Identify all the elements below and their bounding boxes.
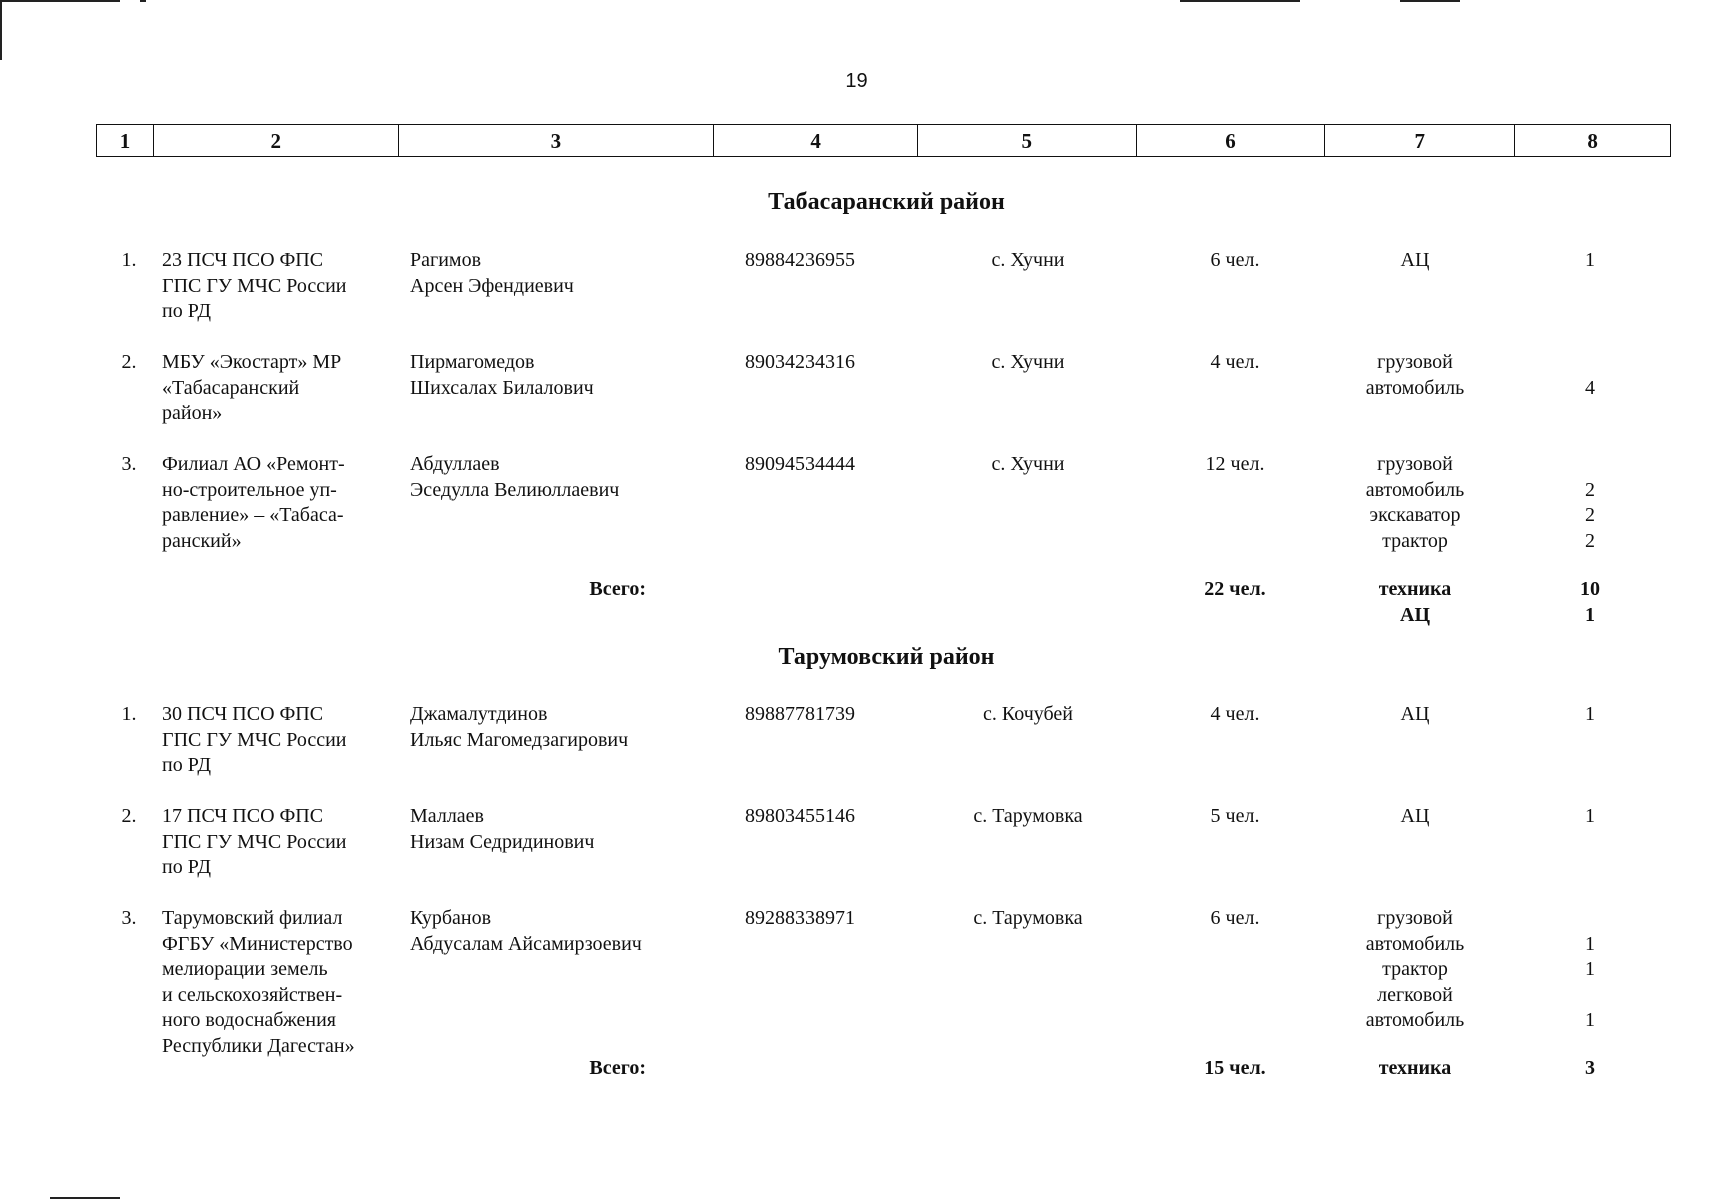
equipment-list — [1330, 452, 1500, 554]
equipment-line: АЦ — [1400, 805, 1430, 827]
phone-number: 89884236955 — [745, 249, 855, 271]
row-number: 3. — [121, 907, 137, 929]
count-line: 2 — [1585, 504, 1595, 526]
person-line: Низам Седридинович — [410, 830, 595, 853]
organization-line: ФГБУ «Министерство — [162, 932, 353, 955]
count-line — [1560, 906, 1620, 932]
total-equipment-counts — [1560, 577, 1620, 628]
phone-number: 89094534444 — [745, 453, 855, 475]
organization-line: ранский» — [162, 529, 242, 552]
location: с. Кочубей — [983, 703, 1073, 725]
staff-count: 6 чел. — [1210, 907, 1260, 929]
phone-number: 89887781739 — [745, 703, 855, 725]
district-title: Табасаранский район — [768, 189, 1005, 215]
equipment-line: автомобиль — [1365, 1009, 1465, 1031]
staff-count: 5 чел. — [1210, 805, 1260, 827]
person-line: Рагимов — [410, 249, 482, 271]
scan-edge-mark — [1400, 0, 1460, 2]
organization-line: «Табасаранский — [162, 376, 300, 399]
equipment-counts — [1560, 350, 1620, 401]
page-number: 19 — [845, 70, 868, 92]
phone-number: 89288338971 — [745, 907, 855, 929]
organization-name — [162, 350, 390, 427]
organization-line: 17 ПСЧ ПСО ФПС — [162, 805, 324, 827]
organization-line: Филиал АО «Ремонт- — [162, 453, 345, 475]
responsible-person — [410, 906, 740, 957]
equipment-line: экскаватор — [1369, 504, 1461, 526]
column-number-4: 4 — [713, 125, 917, 156]
person-line: Маллаев — [410, 805, 484, 827]
organization-name — [162, 702, 390, 779]
organization-line: равление» – «Табаса- — [162, 504, 344, 526]
column-number-5: 5 — [917, 125, 1136, 156]
equipment-list — [1330, 702, 1500, 728]
column-number-7: 7 — [1324, 125, 1514, 156]
equipment-counts — [1560, 906, 1620, 1034]
organization-name — [162, 804, 390, 881]
organization-name — [162, 452, 390, 554]
responsible-person — [410, 452, 740, 503]
count-line: 4 — [1585, 376, 1595, 399]
organization-line: по РД — [162, 754, 211, 776]
equipment-line: грузовой — [1377, 907, 1453, 929]
total-staff: 22 чел. — [1204, 578, 1266, 600]
column-number-3: 3 — [398, 125, 714, 156]
organization-line: но-строительное уп- — [162, 478, 337, 501]
organization-line: район» — [162, 402, 223, 424]
count-line: 2 — [1585, 529, 1595, 552]
organization-line: ГПС ГУ МЧС России — [162, 728, 347, 751]
organization-line: по РД — [162, 856, 211, 878]
equipment-counts — [1560, 248, 1620, 274]
total-equipment-list — [1330, 1056, 1500, 1082]
person-line: Пирмагомедов — [410, 351, 535, 373]
scan-edge-mark — [50, 1197, 120, 1199]
count-line: 1 — [1585, 805, 1595, 827]
total-label: Всего: — [589, 1057, 646, 1079]
scan-edge-mark — [1180, 0, 1300, 2]
location: с. Хучни — [991, 249, 1065, 271]
scan-edge-mark — [0, 0, 2, 60]
organization-line: ГПС ГУ МЧС России — [162, 274, 347, 297]
scan-edge-mark — [0, 0, 120, 2]
equipment-line: АЦ — [1400, 249, 1430, 271]
person-line: Эседулла Велиюллаевич — [410, 478, 620, 501]
organization-line: по РД — [162, 300, 211, 322]
location: с. Хучни — [991, 351, 1065, 373]
person-line: Ильяс Магомедзагирович — [410, 728, 629, 751]
responsible-person — [410, 350, 740, 401]
equipment-line: трактор — [1382, 958, 1448, 980]
organization-line: 30 ПСЧ ПСО ФПС — [162, 703, 324, 725]
count-line: 3 — [1585, 1057, 1595, 1079]
equipment-line: легковой — [1377, 983, 1453, 1006]
count-line: 1 — [1585, 932, 1595, 955]
location: с. Тарумовка — [973, 907, 1083, 929]
count-line: 10 — [1580, 578, 1600, 600]
column-number-1: 1 — [119, 129, 131, 153]
organization-line: Тарумовский филиал — [162, 907, 343, 929]
location: с. Хучни — [991, 453, 1065, 475]
row-number: 2. — [121, 805, 137, 827]
count-line — [1560, 350, 1620, 376]
organization-line: ного водоснабжения — [162, 1009, 336, 1031]
equipment-line: техника — [1378, 1057, 1452, 1079]
organization-name — [162, 248, 390, 325]
responsible-person — [410, 248, 740, 299]
column-number-8: 8 — [1514, 125, 1670, 156]
equipment-list — [1330, 350, 1500, 401]
staff-count: 12 чел. — [1205, 453, 1265, 475]
scan-edge-mark — [140, 0, 146, 2]
equipment-counts — [1560, 804, 1620, 830]
equipment-line: грузовой — [1377, 453, 1453, 475]
count-line: 1 — [1585, 249, 1595, 271]
count-line: 1 — [1585, 703, 1595, 725]
person-line: Шихсалах Билалович — [410, 376, 594, 399]
column-number-6: 6 — [1136, 125, 1325, 156]
organization-line: Республики Дагестан» — [162, 1034, 355, 1057]
total-equipment-counts — [1560, 1056, 1620, 1082]
equipment-list — [1330, 248, 1500, 274]
count-line: 1 — [1585, 958, 1595, 980]
organization-line: мелиорации земель — [162, 958, 328, 980]
organization-line: и сельскохозяйствен- — [162, 983, 343, 1006]
total-staff: 15 чел. — [1204, 1057, 1266, 1079]
row-number: 1. — [121, 703, 137, 725]
row-number: 2. — [121, 351, 137, 373]
count-line: 1 — [1585, 603, 1595, 626]
equipment-line: АЦ — [1400, 603, 1430, 626]
phone-number: 89034234316 — [745, 351, 855, 373]
count-line — [1560, 452, 1620, 478]
equipment-line: автомобиль — [1365, 478, 1465, 501]
person-line: Абдусалам Айсамирзоевич — [410, 932, 642, 955]
responsible-person — [410, 702, 740, 753]
count-line: 1 — [1585, 1009, 1595, 1031]
equipment-line: автомобиль — [1365, 376, 1465, 399]
person-line: Курбанов — [410, 907, 492, 929]
staff-count: 6 чел. — [1210, 249, 1260, 271]
column-number-2: 2 — [153, 125, 398, 156]
person-line: Арсен Эфендиевич — [410, 274, 574, 297]
equipment-line: грузовой — [1377, 351, 1453, 373]
equipment-counts — [1560, 452, 1620, 554]
total-label: Всего: — [589, 578, 646, 600]
staff-count: 4 чел. — [1210, 351, 1260, 373]
row-number: 1. — [121, 249, 137, 271]
equipment-list — [1330, 804, 1500, 830]
person-line: Абдуллаев — [410, 453, 500, 475]
equipment-counts — [1560, 702, 1620, 728]
phone-number: 89803455146 — [745, 805, 855, 827]
total-equipment-list — [1330, 577, 1500, 628]
count-line — [1560, 983, 1620, 1009]
responsible-person — [410, 804, 740, 855]
equipment-line: трактор — [1382, 529, 1448, 552]
equipment-line: автомобиль — [1365, 932, 1465, 955]
count-line: 2 — [1585, 478, 1595, 501]
location: с. Тарумовка — [973, 805, 1083, 827]
district-title: Тарумовский район — [778, 644, 995, 670]
equipment-line: техника — [1378, 578, 1452, 600]
organization-name — [162, 906, 390, 1059]
person-line: Джамалутдинов — [410, 703, 548, 725]
row-number: 3. — [121, 453, 137, 475]
equipment-line: АЦ — [1400, 703, 1430, 725]
equipment-list — [1330, 906, 1500, 1034]
organization-line: ГПС ГУ МЧС России — [162, 830, 347, 853]
organization-line: МБУ «Экостарт» МР — [162, 351, 342, 373]
organization-line: 23 ПСЧ ПСО ФПС — [162, 249, 324, 271]
staff-count: 4 чел. — [1210, 703, 1260, 725]
column-number-header — [96, 124, 1671, 157]
